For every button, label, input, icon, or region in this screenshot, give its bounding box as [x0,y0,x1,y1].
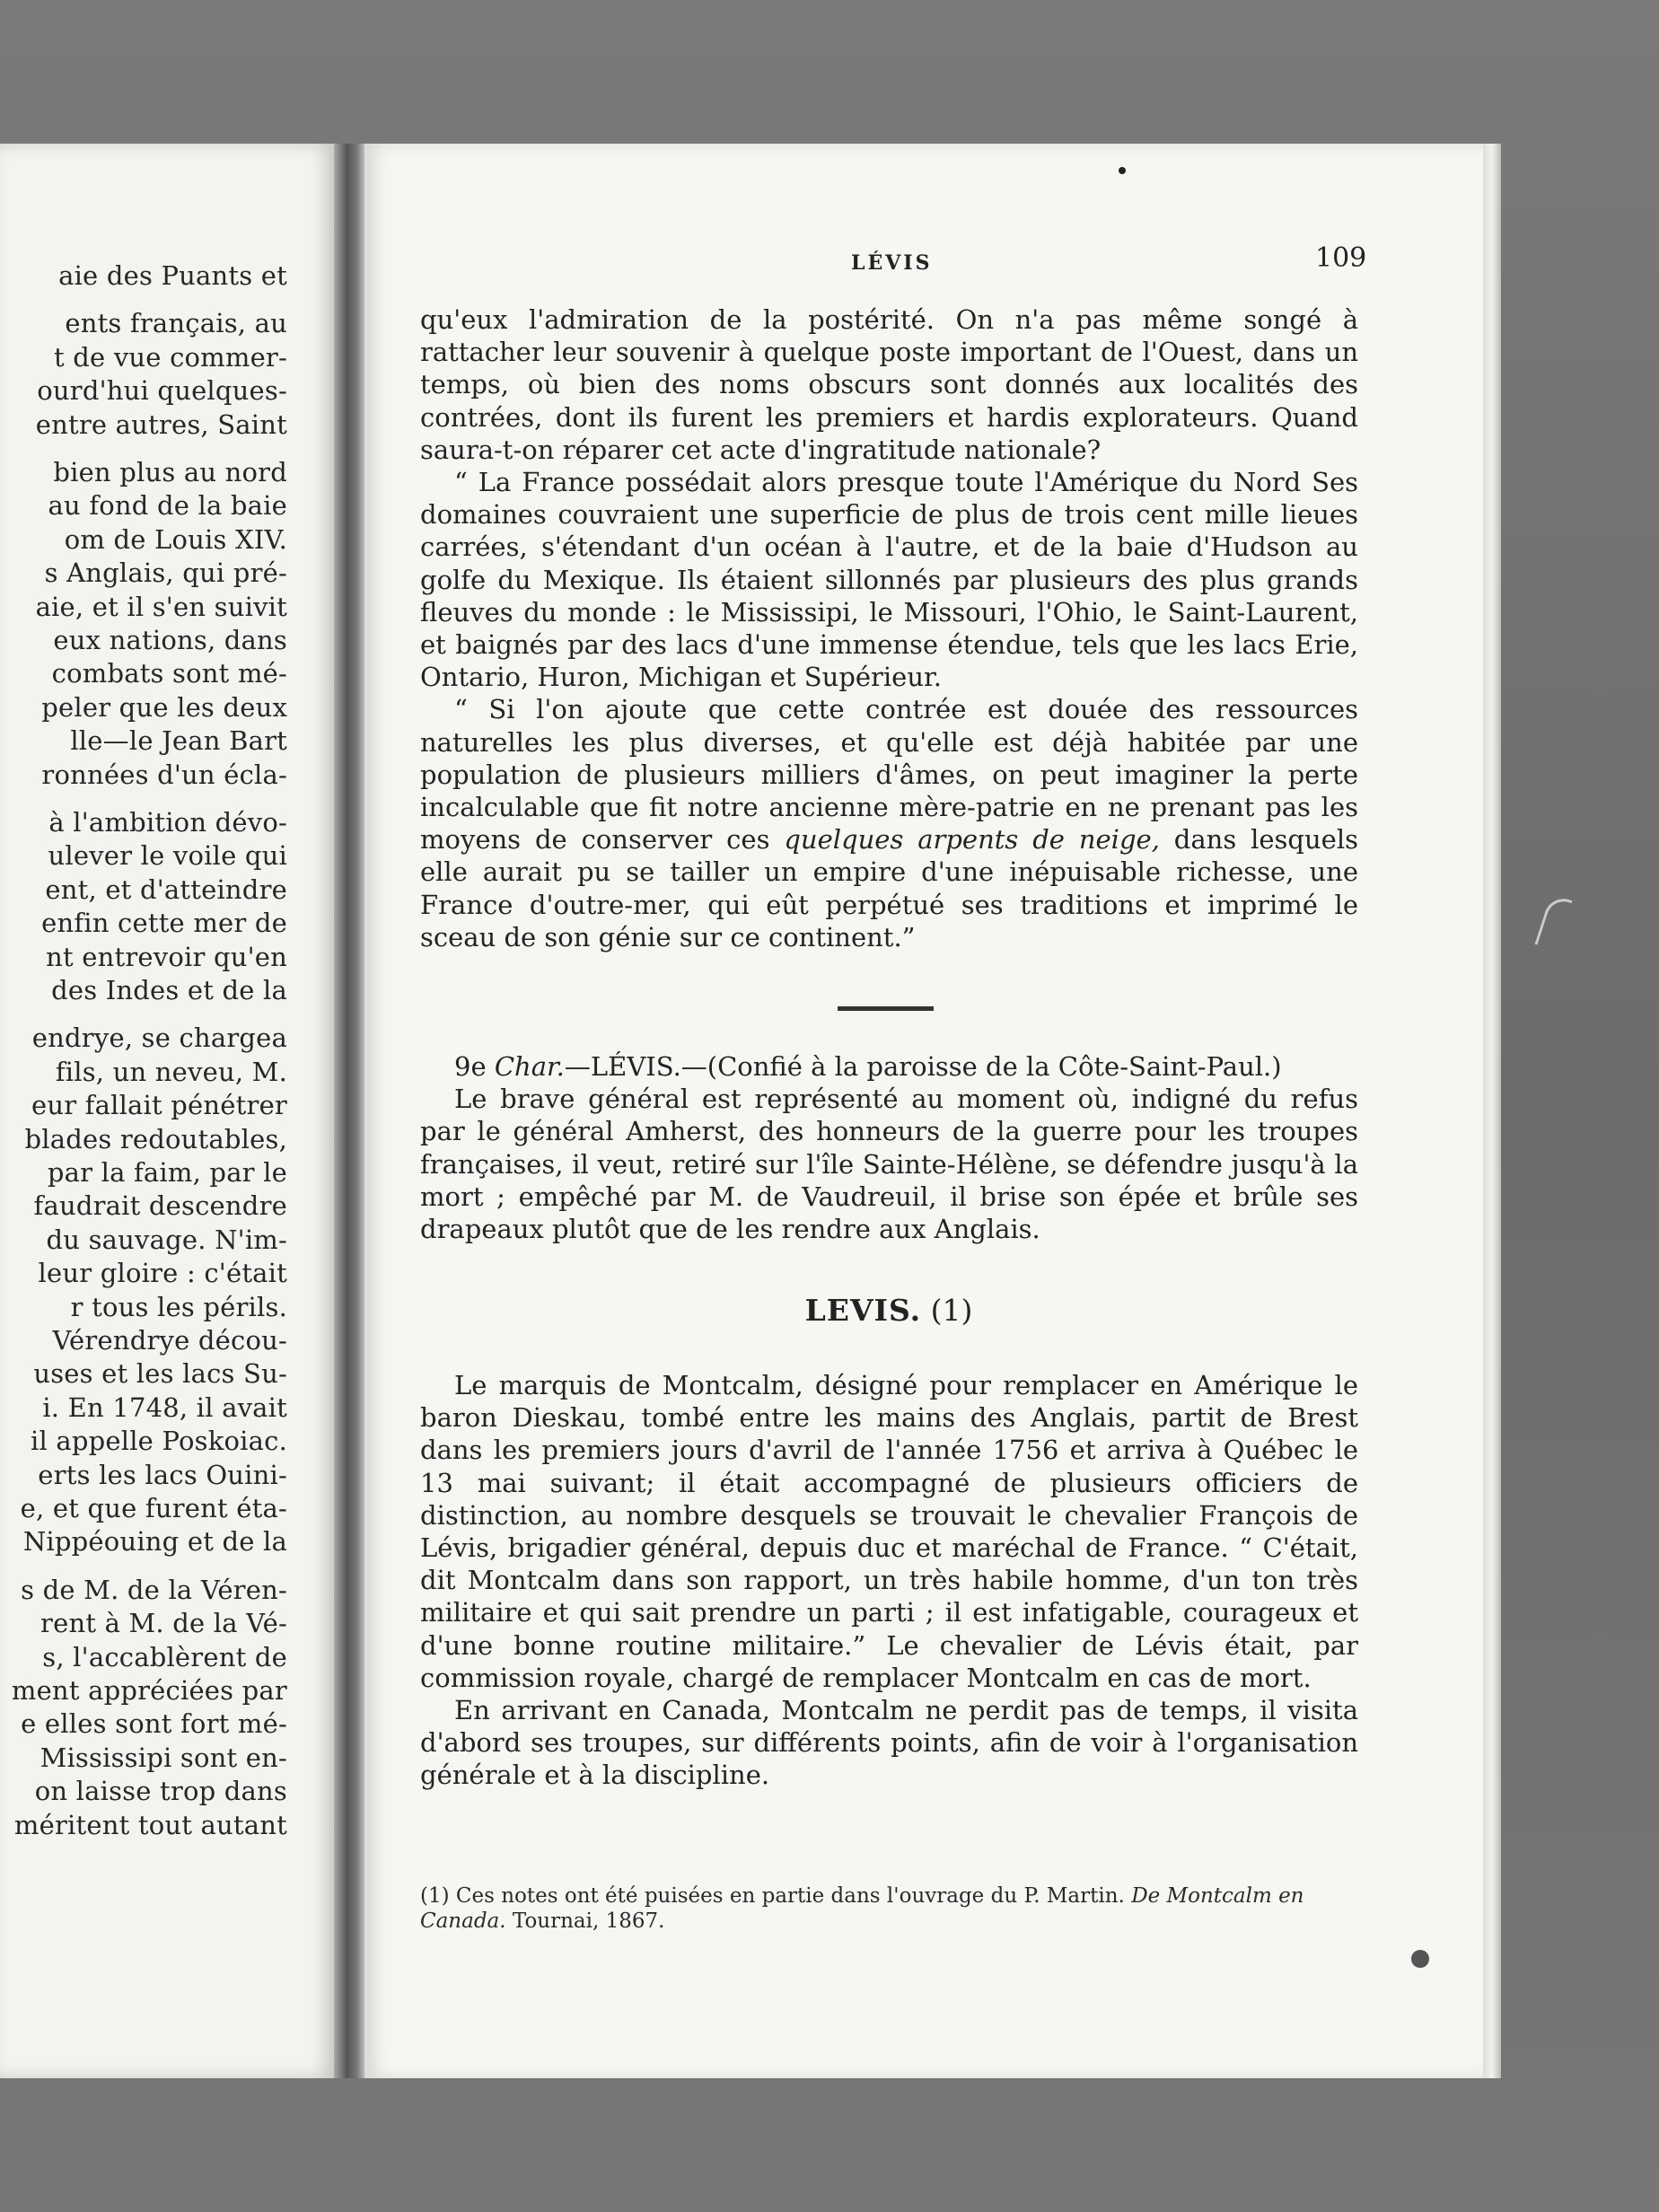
left-page-line: des Indes et de la [51,975,287,1005]
left-page-line: peler que les deux [41,691,287,723]
left-page-line: leur gloire : c'était [38,1258,287,1289]
left-page-line: combats sont mé- [51,658,287,689]
section-separator [838,1006,934,1011]
left-page-line: e elles sont fort mé- [21,1708,287,1740]
page-number: 109 [1315,242,1367,274]
left-page-line: ronnées d'un écla- [41,759,287,790]
section-body [420,1369,1358,1792]
left-page-line: ent, et d'atteindre [45,873,287,905]
left-page-line: ourd'hui quelques- [37,375,287,407]
char-description: Le brave général est représenté au moment où, indigné du refus par le général Amherst, des honneurs de la guerre pour les troupes françaises, il veut, retiré sur l'île Sainte-Hélène, se défendre jusqu'à la mort ; empêché par M. de Vaudreuil, il brise son épée et brûle ses drapeaux plutôt que de les rendre aux Anglais. [420,1084,1358,1245]
left-page-line: aie des Puants et [58,260,287,291]
left-facing-page [0,144,334,2078]
footnote-ref: (1) [930,1293,973,1328]
left-page-line: à l'ambition dévo- [48,807,287,838]
left-page-line: ulever le voile qui [48,840,287,872]
footnote-place: Tournai, 1867. [512,1909,665,1933]
footnote [420,1883,1358,1934]
running-header: LÉVIS [851,251,933,275]
left-page-line: e, et que furent éta- [20,1493,287,1523]
left-page-line: s de M. de la Véren- [21,1574,287,1605]
char-label: Char. [494,1051,565,1082]
left-page-line: bien plus au nord [53,457,287,487]
paragraph: Le marquis de Montcalm, désigné pour remplacer en Amérique le baron Dieskau, tombé entre les mains des Anglais, partit de Brest dans les premiers jours d'avril de l'année 1756 et arriva à Québec le 13 mai suivant; il était accompagné de plusieurs officiers de distinction, au nombre desquels se trouvait le chevalier François de Lévis, brigadier général, depuis duc et maréchal de France. “ C'était, dit Montcalm dans son rapport, un très habile homme, d'un ton très militaire et qui sait prendre un parti ; il est infatigable, courageux et d'une bonne routine militaire.” Le chevalier de Lévis était, par commission royale, chargé de remplacer Montcalm en cas de mort. [420,1370,1358,1693]
char-rest: —LÉVIS.—(Confié à la paroisse de la Côte-Saint-Paul.) [564,1051,1282,1082]
left-page-line: rent à M. de la Vé- [40,1608,287,1639]
scan-speck [1119,167,1126,174]
left-page-line: par la faim, par le [47,1157,287,1188]
left-page-line: entre autres, Saint [35,408,287,440]
left-page-line: aie, et il s'en suivit [35,591,287,622]
left-page-line: s, l'accablèrent de [42,1641,287,1672]
italic-phrase: quelques arpents de neige, [784,824,1160,856]
char-title [420,1050,1358,1083]
left-page-line: méritent tout autant [13,1809,287,1840]
paragraph-text: dans lesquels elle aurait pu se tailler un empire d'une inépuisable richesse, une France d'outre-mer, qui eût perpétué ses traditions et imprimé le sceau de son génie sur ce continent.” [420,824,1358,952]
scan-dot [1411,1950,1429,1968]
left-page-line: i. En 1748, il avait [42,1391,287,1423]
left-page-line: faudrait descendre [33,1190,287,1222]
left-page-line: blades redoutables, [24,1123,287,1154]
char-number: 9e [454,1051,487,1082]
left-page-line: r tous les périls. [70,1291,287,1322]
left-page-line: Nippéouing et de la [22,1526,287,1558]
paragraph: En arrivant en Canada, Montcalm ne perdit pas de temps, il visita d'abord ses troupes, sur différents points, afin de voir à l'organisation générale et à la discipline. [420,1695,1358,1791]
page-edge [1483,144,1501,2078]
left-page-line: endrye, se chargea [31,1023,287,1054]
left-page-line: om de Louis XIV. [64,523,287,555]
left-page-line: eur fallait pénétrer [31,1090,287,1121]
left-page-line: t de vue commer- [54,341,287,373]
footnote-text: (1) Ces notes ont été puisées en partie dans l'ouvrage du P. Martin. [420,1884,1125,1908]
left-page-line: s Anglais, qui pré- [44,557,287,589]
footnote-title: De Montcalm en Canada. [420,1884,1304,1933]
paragraph [420,693,1358,953]
left-page-line: du sauvage. N'im- [46,1224,287,1255]
quotation-section [420,303,1358,953]
paragraph: qu'eux l'admiration de la postérité. On n'a pas même songé à rattacher leur souvenir à quelque poste important de l'Ouest, dans un temps, où bien des noms obscurs sont donnés aux localités des contrées, dont ils furent les premiers et hardis explorateurs. Quand saura-t-on réparer cet acte d'ingratitude nationale? [420,304,1358,465]
left-page-line: uses et les lacs Su- [33,1358,287,1390]
left-page-line: enfin cette mer de [41,908,287,939]
paragraph: “ La France possédait alors presque toute l'Amérique du Nord Ses domaines couvraient une superficie de plus de trois cent mille lieues carrées, s'étendant d'un océan à l'autre, et de la baie d'Hudson au golfe du Mexique. Ils étaient sillonnés par plusieurs des plus grands fleuves du monde : le Mississipi, le Missouri, l'Ohio, le Saint-Laurent, et baignés par des lacs d'une immense étendue, tels que les lacs Erie, Ontario, Huron, Michigan et Supérieur. [420,467,1358,693]
left-page-line: lle—le Jean Bart [70,725,287,757]
left-page-line: eux nations, dans [53,625,287,655]
left-page-line: erts les lacs Ouini- [38,1459,287,1490]
left-page-line: fils, un neveu, M. [55,1056,287,1087]
left-page-line: ents français, au [65,308,287,339]
paragraph-text: “ Si l'on ajoute que cette contrée est douée des ressources naturelles les plus diverses, et qu'elle est déjà habitée par une population de plusieurs milliers d'âmes, on peut imaginer la perte incalculable que fit notre ancienne mère-patrie en ne prenant pas les moyens de conserver ces [420,694,1358,856]
book-gutter [334,144,366,2078]
heading-text: LEVIS. [804,1293,922,1328]
left-page-line: il appelle Poskoiac. [30,1426,287,1457]
left-page-line: au fond de la baie [48,490,287,522]
section-heading [754,1293,1023,1328]
left-page-line: nt entrevoir qu'en [46,941,287,972]
left-page-line: Mississipi sont en- [40,1742,287,1773]
char-entry [420,1050,1358,1245]
left-page-line: ment appréciées par [11,1675,287,1706]
left-page-line: on laisse trop dans [34,1776,287,1807]
left-page-line: Vérendrye décou- [52,1325,287,1356]
